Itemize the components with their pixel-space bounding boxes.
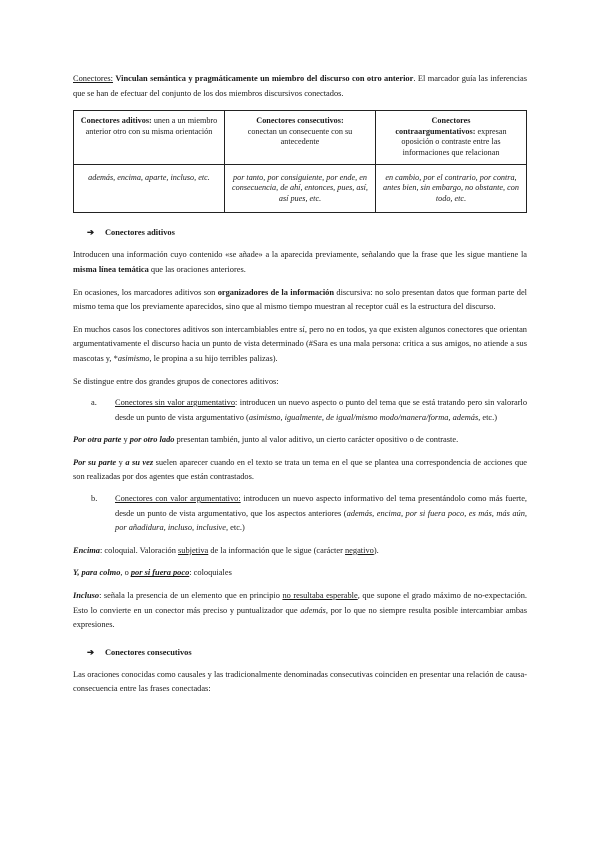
text: , por lo que no siempre resulta posible intercambiar ambas expresiones. — [73, 605, 527, 630]
text-bold: misma línea temática — [73, 264, 149, 274]
text-underlined: negativo — [344, 545, 374, 555]
text-italic: asimismo, igualmente, de igual/mismo modo/manera/forma, además — [248, 412, 479, 422]
text: En muchos casos los conectores aditivos son intercambiables entre sí, pero no en todos, ya que existen algunos conectores que orientan argumentativamente el discurso hacia un punto de vista determinado (#Sara es una mala persona: critica a sus amigos, no atiende a sus mascotas y, * — [73, 324, 527, 363]
text-bold-italic: a su vez — [125, 457, 154, 467]
text: y — [116, 457, 126, 467]
col2-desc: conectan un consecuente con su antecedente — [247, 126, 353, 147]
list-item-a — [73, 396, 527, 425]
text: Introducen una información cuyo contenido «se añade» a la aparecida previamente, señalando que la frase que les sigue mantiene la — [73, 250, 527, 260]
text-bold: organizadores de la información — [217, 287, 335, 297]
text: de la información que le sigue (carácter — [208, 545, 345, 555]
text-underlined: Conectores sin valor argumentativo — [115, 398, 236, 408]
col3-examples: en cambio, por el contrario, por contra, antes bien, sin embargo, no obstante, con todo, etc. — [376, 164, 527, 213]
intro-rest: . El marcador guía las inferencias que se han de efectuar del conjunto de los dos miembros discursivos conectados. — [73, 74, 527, 98]
text-bold-italic: Encima — [73, 545, 100, 555]
intro-paragraph — [73, 72, 527, 101]
text: suelen aparecer cuando en el texto se trata un tema en el que se plantea una correspondencia de acciones que son realizadas por dos agentes que están contrastados. — [73, 457, 527, 482]
encima-paragraph — [73, 544, 527, 559]
text: : coloquiales — [189, 568, 232, 578]
col3-title-line2: contraargumentativos: — [395, 126, 476, 136]
text: etc.) — [228, 523, 245, 533]
text: presentan también, junto al valor aditivo, un cierto carácter opositivo o de contraste. — [174, 435, 459, 445]
intro-bold: Vinculan semántica y pragmáticamente un miembro del discurso con otro anterior — [115, 74, 414, 83]
section2-heading-text: Conectores consecutivos — [105, 647, 192, 657]
section-heading-aditivos — [87, 226, 527, 240]
col1-title: Conectores aditivos: — [80, 116, 152, 126]
list-item-b — [73, 492, 527, 536]
arrow-icon: ➔ — [87, 647, 95, 657]
table-row — [74, 164, 527, 213]
col1-examples: además, encima, aparte, incluso, etc. — [74, 164, 225, 213]
otra-parte-paragraph — [73, 433, 527, 448]
text-italic: además — [300, 605, 326, 615]
list-marker: b. — [91, 494, 98, 504]
text: , o — [120, 568, 131, 578]
col3-desc: expresan oposición o contraste entre las informaciones que relacionan — [401, 126, 507, 157]
su-parte-paragraph — [73, 456, 527, 485]
text-bold-italic: por si fuera poco — [130, 568, 190, 578]
text-bold-italic: Por su parte — [73, 457, 117, 467]
text: que las oraciones anteriores. — [148, 264, 246, 274]
col1-desc: unen a un miembro anterior otro con su misma orientación — [85, 116, 218, 136]
list-item-a-text — [115, 396, 527, 425]
text-bold-italic: Y, para colmo — [73, 568, 121, 578]
section-heading-consecutivos — [87, 646, 527, 660]
aditivos-paragraph-2 — [73, 286, 527, 315]
text-italic: además, encima, por si fuera poco, es más, más aún, por añadidura, incluso, inclusive, — [115, 508, 527, 533]
text: , que supone el grado máximo de no-expectación. Esto lo convierte en un conector más preciso y puntualizador que — [73, 591, 527, 615]
text-underlined: no resultaba esperable — [282, 591, 358, 601]
text: En ocasiones, los marcadores aditivos son — [73, 287, 218, 297]
col2-title: Conectores consecutivos: — [256, 116, 344, 126]
text-underlined: Conectores con valor argumentativo: — [115, 494, 241, 504]
table-cell-consecutivos — [225, 111, 376, 164]
text: : coloquial. Valoración — [100, 545, 178, 555]
text: y — [121, 435, 130, 445]
text: ). — [373, 545, 379, 555]
text: discursiva: no solo presentan datos que forman parte del mismo tema que los previamente aparecidos, sino que al mismo tiempo muestran al receptor cuál es la estructura del discurso. — [73, 287, 527, 312]
aditivos-paragraph-1 — [73, 248, 527, 277]
text: introducen un nuevo aspecto informativo del tema presentándolo como más fuerte, desde un punto de vista argumentativo, que los aspectos anteriores ( — [115, 494, 528, 518]
text-bold-italic: por otro lado — [129, 435, 175, 445]
text-bold-italic: Incluso — [73, 591, 100, 601]
arrow-icon: ➔ — [87, 228, 95, 238]
aditivos-paragraph-4: Se distingue entre dos grandes grupos de conectores aditivos: — [73, 376, 279, 386]
text-italic: asimismo — [117, 353, 150, 363]
text: , le propina a su hijo terribles palizas). — [149, 353, 278, 363]
text-bold-italic: Por otra parte — [73, 435, 122, 445]
consecutivos-paragraph-1: Las oraciones conocidas como causales y las tradicionalmente denominadas consecutivas coinciden en presentar una relación de causa-consecuencia entre las frases conectadas: — [73, 669, 527, 694]
text: : introducen un nuevo aspecto o punto del tema que se está tratando pero sin valorarlo desde un punto de vista argumentativo ( — [115, 398, 528, 422]
col3-title-line1: Conectores — [431, 116, 471, 126]
text-underlined: subjetiva — [178, 545, 209, 555]
incluso-paragraph — [73, 589, 527, 633]
aditivos-paragraph-3 — [73, 323, 527, 367]
list-marker: a. — [91, 398, 97, 408]
table-cell-aditivos — [74, 111, 225, 164]
col2-examples: por tanto, por consiguiente, por ende, en consecuencia, de ahí, entonces, pues, así, así pues, etc. — [225, 164, 376, 213]
list-item-b-text — [115, 492, 527, 536]
text: : señala la presencia de un elemento que en principio — [99, 591, 283, 601]
text: , etc.) — [478, 412, 498, 422]
table-row — [74, 111, 527, 164]
table-cell-contraargumentativos — [376, 111, 527, 164]
connectors-table — [73, 110, 527, 213]
para-colmo-paragraph — [73, 566, 527, 581]
section1-heading-text: Conectores aditivos — [105, 228, 175, 238]
intro-label: Conectores: — [73, 74, 114, 83]
